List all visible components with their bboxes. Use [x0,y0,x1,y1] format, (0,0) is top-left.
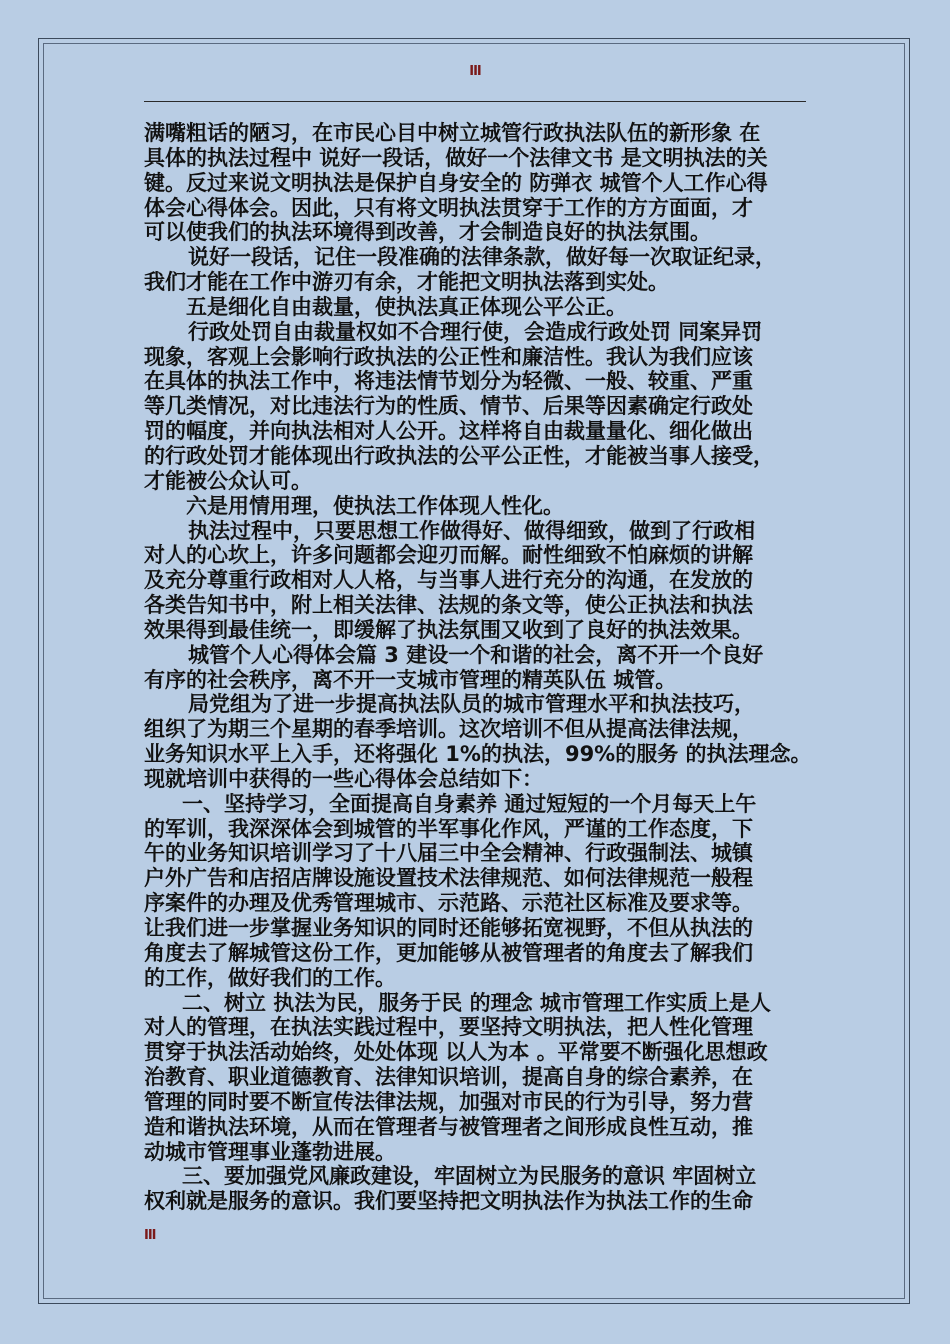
text-line: 管理的同时要不断宣传法律法规，加强对市民的行为引导，努力营 [144,1089,753,1114]
text-line: 体会心得体会。因此，只有将文明执法贯穿于工作的方方面面，才 [144,195,753,220]
text-line: 的工作，做好我们的工作。 [144,965,396,990]
text-line: 可以使我们的执法环境得到改善，才会制造良好的执法氛围。 [144,220,711,245]
text-line: 在具体的执法工作中，将违法情节划分为轻微、一般、较重、严重 [144,369,753,394]
text-line: 权利就是服务的意识。我们要坚持把文明执法作为执法工作的生命 [144,1189,753,1214]
text-line: 组织了为期三个星期的春季培训。这次培训不但从提高法律法规， [144,717,753,742]
text-line: 户外广告和店招店牌设施设置技术法律规范、如何法律规范一般程 [144,866,753,891]
text-line: 五是细化自由裁量，使执法真正体现公平公正。 [186,294,627,319]
text-line: 贯穿于执法活动始终，处处体现 以人为本 。平常要不断强化思想政 [144,1040,768,1065]
text-line: 执法过程中，只要思想工作做得好、做得细致，做到了行政相 [188,518,755,543]
text-line: 行政处罚自由裁量权如不合理行使，会造成行政处罚 同案异罚 [188,319,763,344]
text-line: 有序的社会秩序，离不开一支城市管理的精英队伍 城管。 [144,667,677,692]
text-line: 六是用情用理，使执法工作体现人性化。 [186,493,564,518]
text-line: 及充分尊重行政相对人人格，与当事人进行充分的沟通，在发放的 [144,568,753,593]
text-line: 效果得到最佳统一，即缓解了执法氛围又收到了良好的执法效果。 [144,617,753,642]
text-line: 城管个人心得体会篇 3 建设一个和谐的社会，离不开一个良好 [188,642,764,667]
header-rule [144,101,806,102]
text-line: 让我们进一步掌握业务知识的同时还能够拓宽视野，不但从执法的 [144,916,753,940]
text-line: 现就培训中获得的一些心得体会总结如下： [144,766,543,791]
text-line: 对人的管理，在执法实践过程中，要坚持文明执法，把人性化管理 [144,1015,753,1040]
text-line: 一、坚持学习，全面提高自身素养 通过短短的一个月每天上午 [182,791,757,816]
header-mark: III [469,64,481,79]
text-line: 二、树立 执法为民，服务于民 的理念 城市管理工作实质上是人 [182,990,771,1015]
text-line: 的行政处罚才能体现出行政执法的公平公正性，才能被当事人接受， [144,443,774,468]
text-line: 动城市管理事业蓬勃进展。 [144,1139,396,1164]
text-line: 罚的幅度，并向执法相对人公开。这样将自由裁量量化、细化做出 [144,419,753,444]
text-line: 满嘴粗话的陋习，在市民心目中树立城管行政执法队伍的新形象 在 [144,121,761,145]
text-line: 局党组为了进一步提高执法队员的城市管理水平和执法技巧， [188,692,755,717]
text-line: 业务知识水平上入手，还将强化 1%的执法，99%的服务 的执法理念。 [144,742,812,767]
text-line: 造和谐执法环境，从而在管理者与被管理者之间形成良性互动，推 [144,1114,753,1139]
text-line: 等几类情况，对比违法行为的性质、情节、后果等因素确定行政处 [144,394,753,419]
text-line: 的军训，我深深体会到城管的半军事化作风，严谨的工作态度，下 [144,816,753,841]
text-line: 序案件的办理及优秀管理城市、示范路、示范社区标准及要求等。 [144,891,753,916]
text-line: 我们才能在工作中游刃有余，才能把文明执法落到实处。 [144,270,669,295]
document-body [144,121,819,1214]
text-line: 现象，客观上会影响行政执法的公正性和廉洁性。我认为我们应该 [144,344,753,369]
text-line: 三、要加强党风廉政建设，牢固树立为民服务的意识 牢固树立 [182,1164,757,1189]
text-line: 才能被公众认可。 [144,468,312,493]
text-line: 具体的执法过程中 说好一段话，做好一个法律文书 是文明执法的关 [144,145,768,170]
footer-mark: III [144,1228,156,1243]
text-line: 午的业务知识培训学习了十八届三中全会精神、行政强制法、城镇 [144,841,753,866]
text-line: 各类告知书中，附上相关法律、法规的条文等，使公正执法和执法 [144,593,753,618]
text-line: 治教育、职业道德教育、法律知识培训，提高自身的综合素养，在 [144,1065,753,1090]
text-line: 键。反过来说文明执法是保护自身安全的 防弹衣 城管个人工作心得 [144,170,768,195]
text-line: 对人的心坎上，许多问题都会迎刃而解。耐性细致不怕麻烦的讲解 [144,543,753,568]
text-line: 说好一段话，记住一段准确的法律条款，做好每一次取证纪录， [188,245,776,270]
text-line: 角度去了解城管这份工作，更加能够从被管理者的角度去了解我们 [144,940,753,965]
